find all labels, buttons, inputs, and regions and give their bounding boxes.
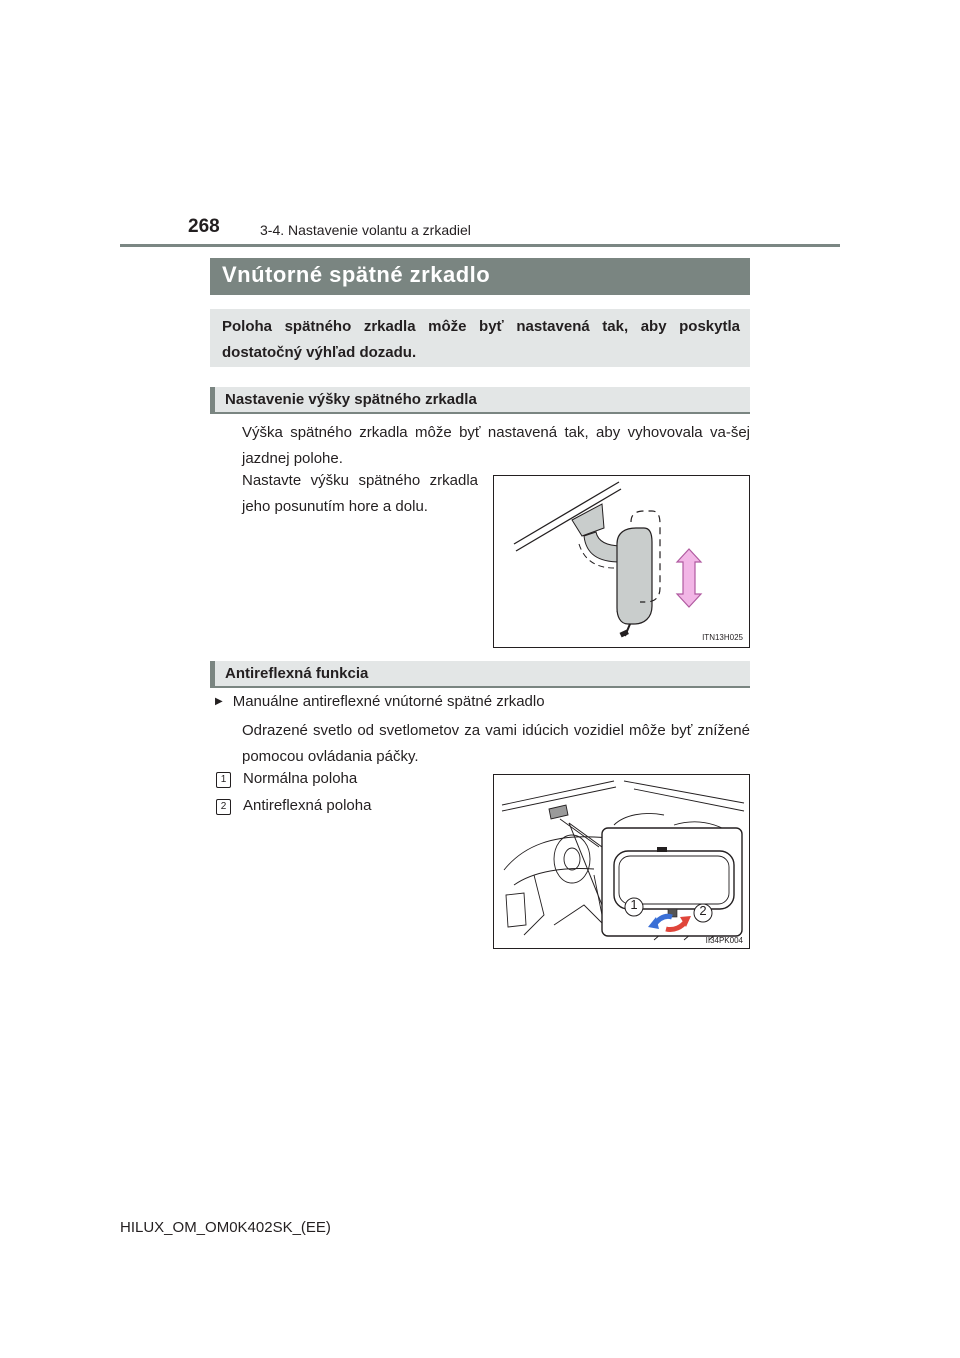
header-rule — [120, 244, 840, 247]
subheading-height-adjust — [210, 387, 750, 414]
mirror-height-illustration — [494, 476, 749, 647]
item-label-antiglare: Antireflexná poloha — [243, 797, 372, 814]
item-number-badge: 2 — [216, 799, 231, 815]
height-adjust-paragraph: Výška spätného zrkadla môže byť nastavená tak, aby vyhovovala va-šej jazdnej polohe. — [242, 424, 750, 467]
bullet-manual-antiglare — [215, 693, 545, 710]
callout-number-1: 1 — [630, 897, 638, 912]
antiglare-paragraph: Odrazené svetlo od svetlometov za vami idúcich vozidiel môže byť znížené pomocou ovládania páčky. — [242, 722, 750, 765]
intro-text: Poloha spätného zrkadla môže byť nastavená tak, aby poskytla dostatočný výhľad dozadu. — [222, 318, 740, 361]
subheading-antiglare — [210, 661, 750, 688]
footer-doc-id: HILUX_OM_OM0K402SK_(EE) — [120, 1219, 331, 1236]
callout-number-2: 2 — [699, 903, 707, 918]
antiglare-figure — [493, 774, 750, 949]
section-title: Vnútorné spätné zrkadlo — [222, 262, 491, 287]
figure-code: II34PK004 — [705, 936, 743, 945]
subheading-marker — [210, 387, 215, 414]
subheading-title: Nastavenie výšky spätného zrkadla — [225, 391, 477, 408]
running-header: 3-4. Nastavenie volantu a zrkadiel — [260, 222, 471, 238]
bullet-triangle-icon: ▶ — [215, 696, 223, 707]
page-number: 268 — [188, 216, 220, 237]
bullet-text: Manuálne antireflexné vnútorné spätné zrkadlo — [232, 693, 545, 710]
figure-code: ITN13H025 — [702, 633, 743, 642]
item-label-normal: Normálna poloha — [243, 770, 358, 787]
item-number-badge: 1 — [216, 772, 231, 788]
height-adjust-instruction: Nastavte výšku spätného zrkadla jeho posunutím hore a dolu. — [242, 472, 478, 515]
lever-callout — [494, 775, 749, 948]
subheading-title: Antireflexná funkcia — [225, 665, 369, 682]
subheading-marker — [210, 661, 215, 688]
mirror-height-figure — [493, 475, 750, 648]
